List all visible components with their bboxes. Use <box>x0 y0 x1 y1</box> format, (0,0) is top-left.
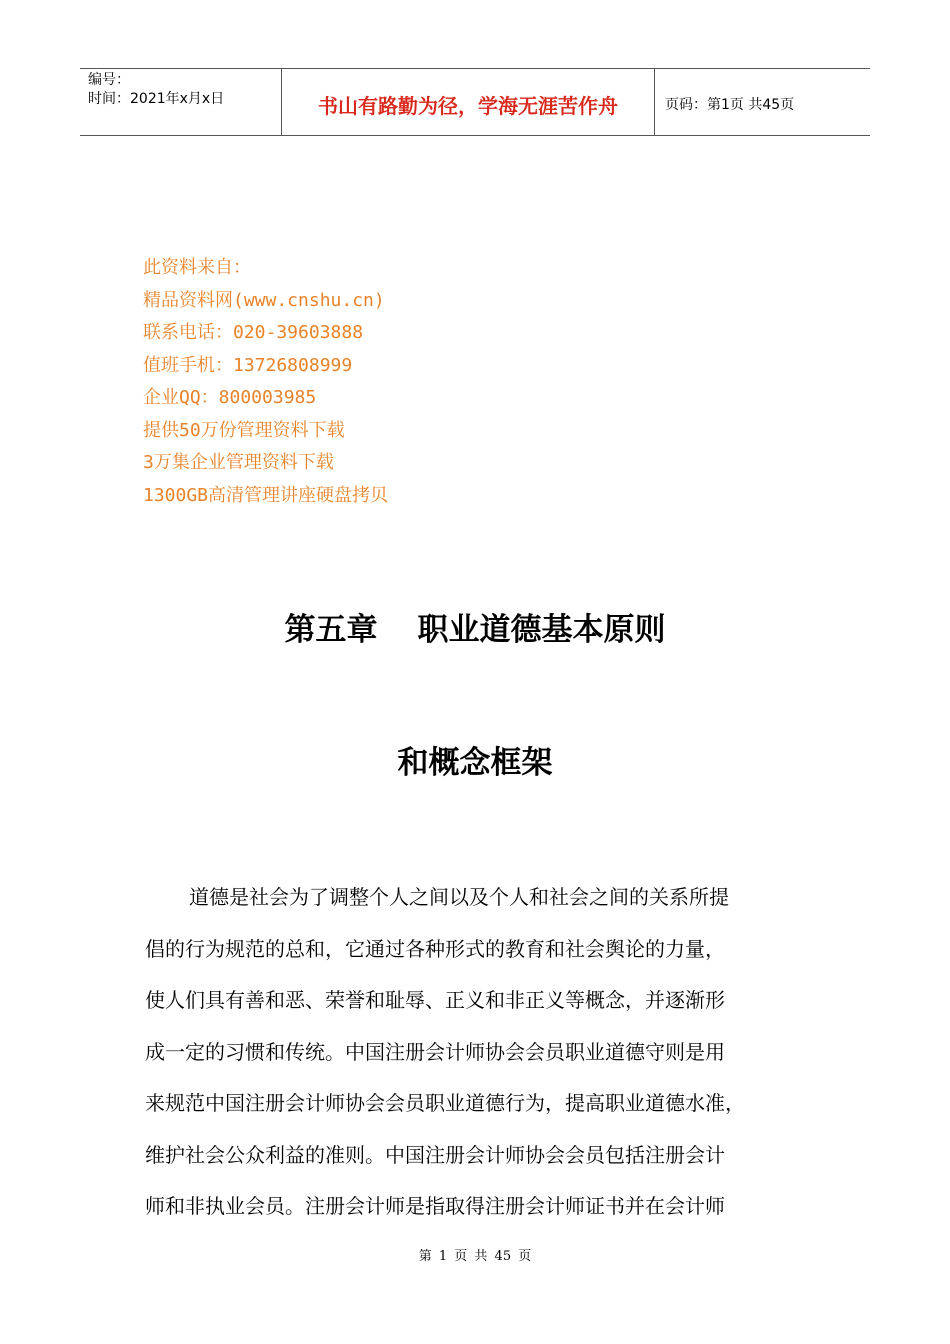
header-motto: 书山有路勤为径，学海无涯苦作舟 <box>318 93 618 118</box>
body-paragraph <box>145 872 805 1233</box>
document-number-label: 编号： <box>88 72 130 88</box>
body-line: 师和非执业会员。注册会计师是指取得注册会计师证书并在会计师 <box>145 1194 725 1218</box>
page-header <box>80 68 870 136</box>
document-time-label: 时间：2021年x月x日 <box>88 91 225 107</box>
footer-page-number: 第 1 页 共 45 页 <box>418 1249 532 1264</box>
body-line: 成一定的习惯和传统。中国注册会计师协会会员职业道德守则是用 <box>145 1039 725 1064</box>
chapter-title-line-1 <box>0 604 950 649</box>
page-footer <box>0 1245 950 1264</box>
header-meta-cell <box>80 69 282 135</box>
body-line: 使人们具有善和恶、荣誉和耻辱、正义和非正义等概念，并逐渐形 <box>145 988 725 1012</box>
source-info-block <box>143 252 388 512</box>
source-line: 提供50万份管理资料下载 <box>143 419 345 441</box>
source-line: 1300GB高清管理讲座硬盘拷贝 <box>143 484 389 506</box>
source-line: 此资料来自： <box>143 257 251 278</box>
source-line: 企业QQ：800003985 <box>143 387 317 408</box>
chapter-number: 第五章 <box>284 612 378 648</box>
chapter-title-continuation: 和概念框架 <box>397 745 553 781</box>
source-line: 3万集企业管理资料下载 <box>143 452 334 473</box>
body-line: 倡的行为规范的总和，它通过各种形式的教育和社会舆论的力量， <box>145 936 725 961</box>
body-line: 来规范中国注册会计师协会会员职业道德行为，提高职业道德水准， <box>145 1091 745 1115</box>
source-line: 值班手机：13726808999 <box>143 354 353 376</box>
chapter-title-line-2 <box>0 737 950 782</box>
header-page-info: 页码：第1页 共45页 <box>665 97 795 113</box>
header-page-cell <box>655 69 870 135</box>
header-motto-cell <box>282 69 655 135</box>
body-line: 道德是社会为了调整个人之间以及个人和社会之间的关系所提 <box>189 885 729 909</box>
source-line: 联系电话：020-39603888 <box>143 322 364 343</box>
body-line: 维护社会公众利益的准则。中国注册会计师协会会员包括注册会计 <box>145 1142 725 1167</box>
source-line: 精品资料网(www.cnshu.cn) <box>143 289 385 311</box>
chapter-title-text: 职业道德基本原则 <box>417 612 666 648</box>
